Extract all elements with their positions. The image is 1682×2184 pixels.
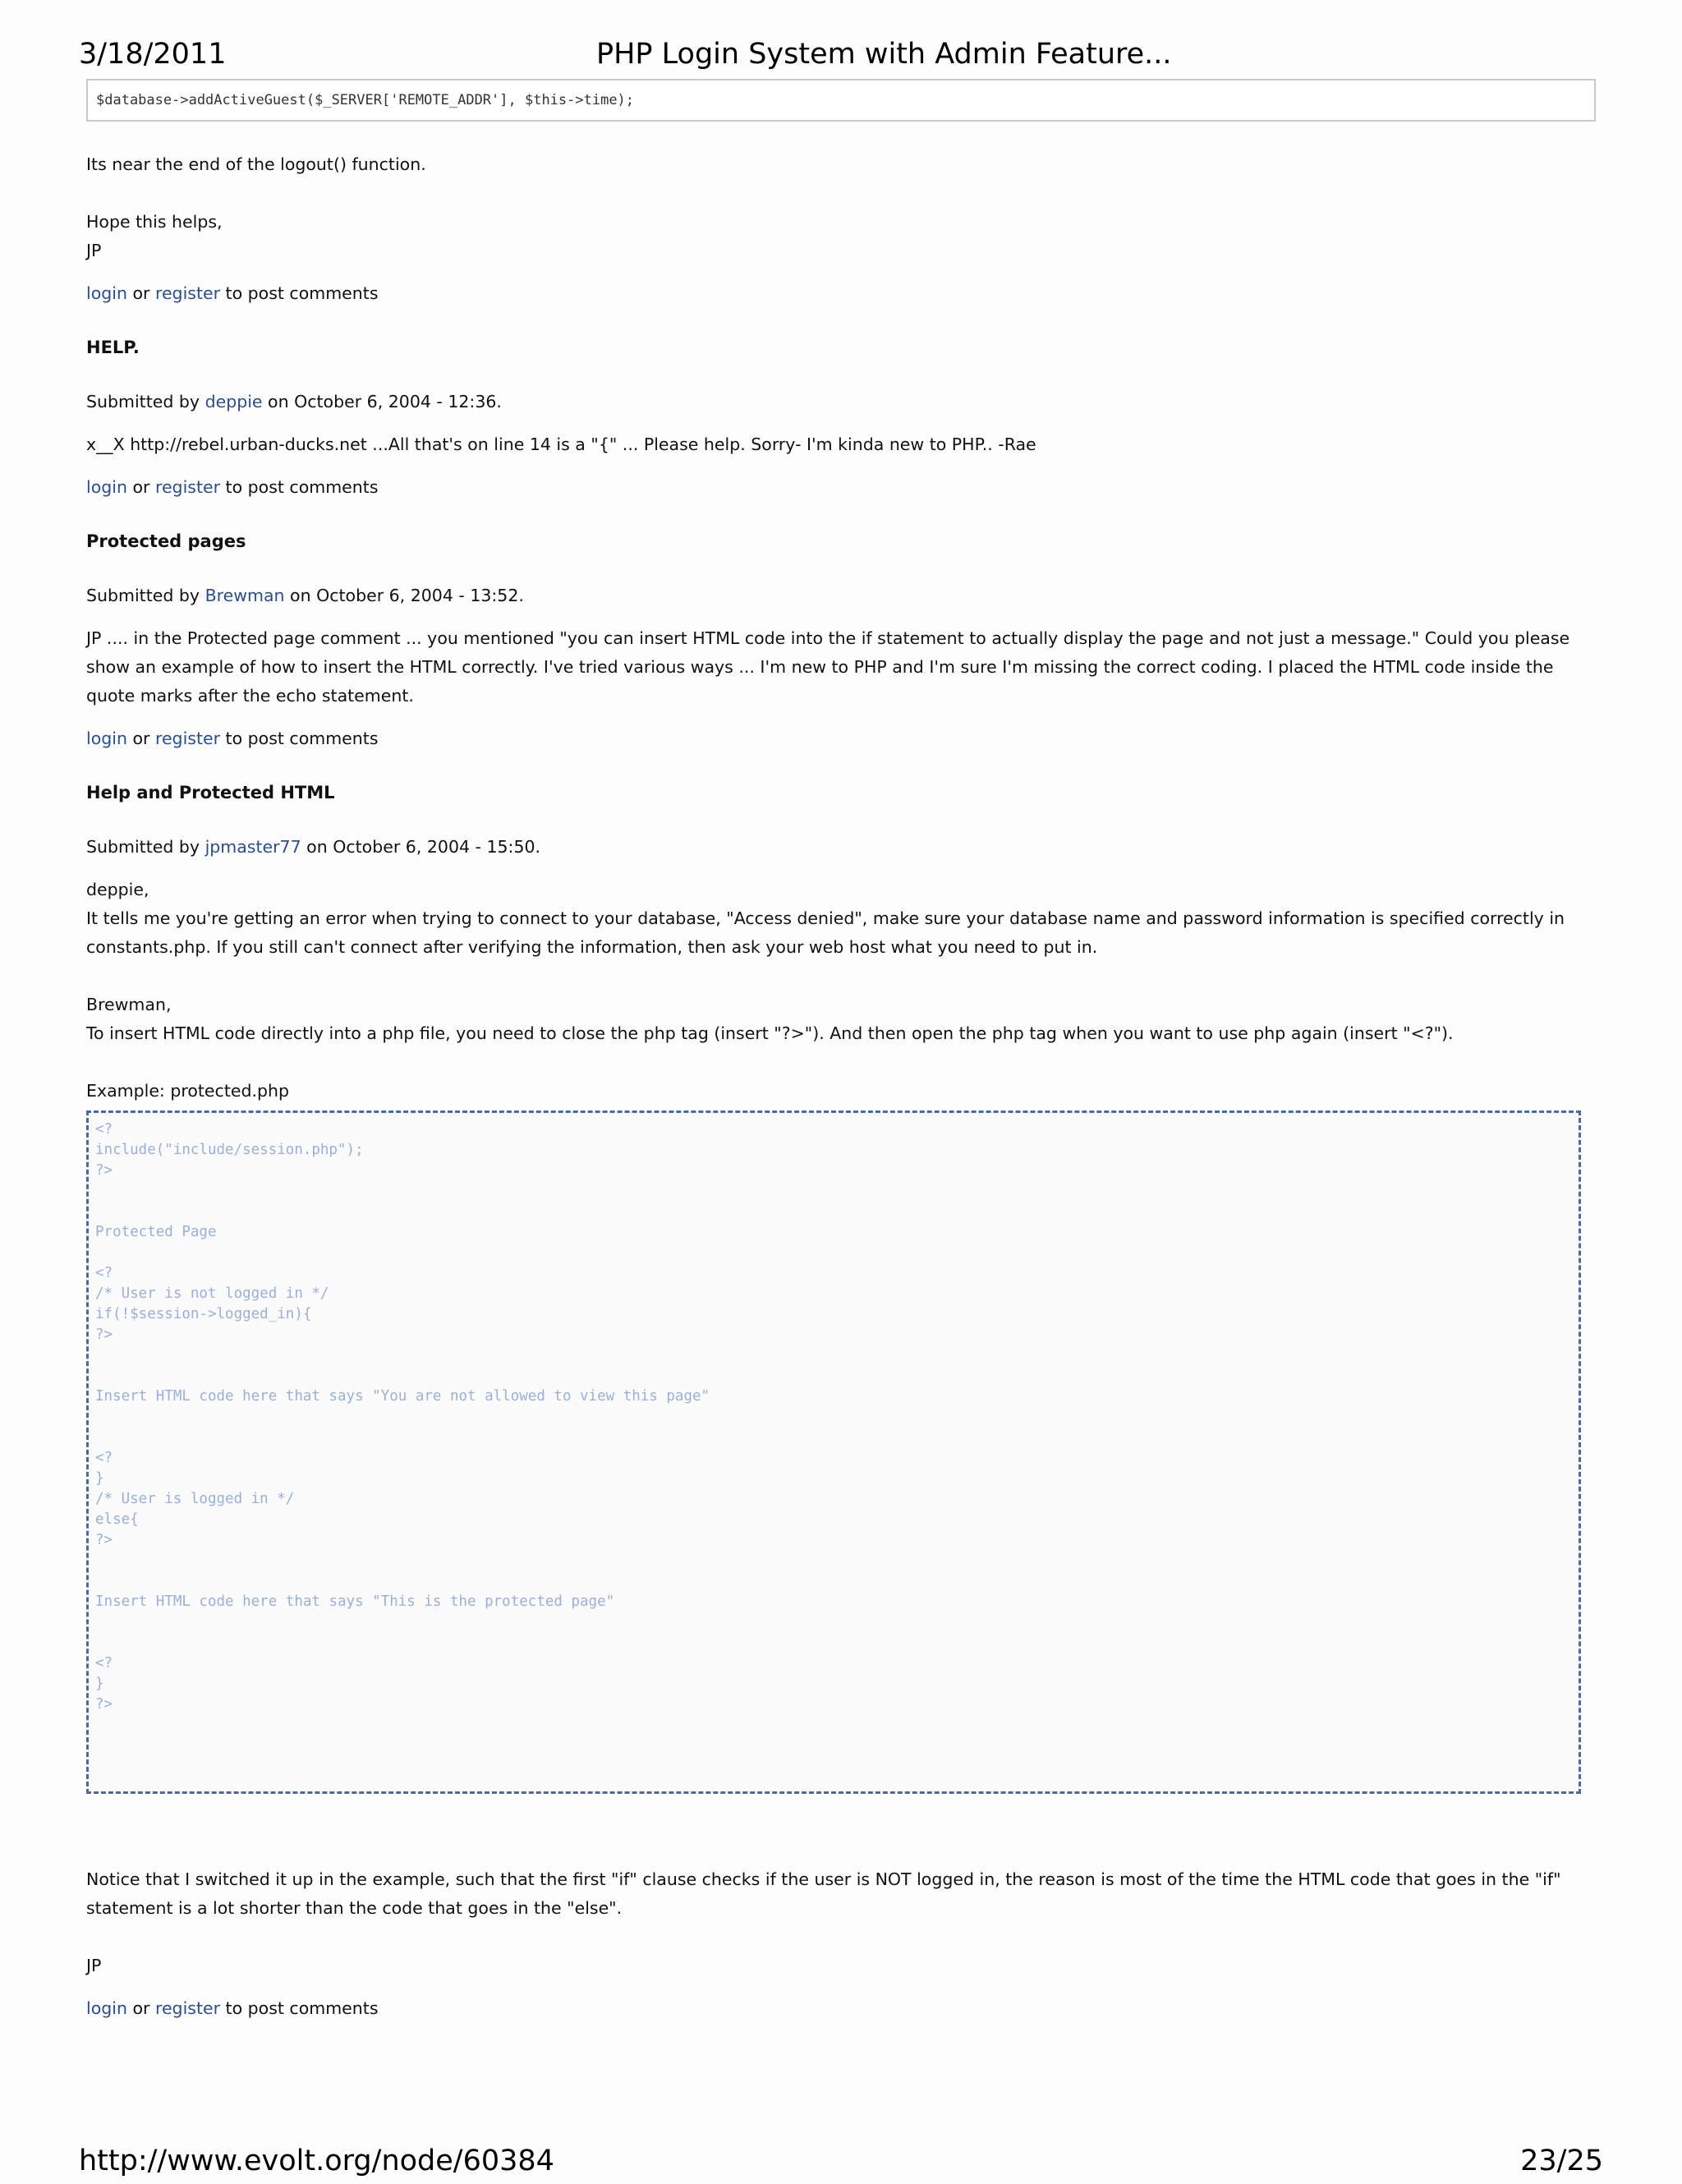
intro-signature: JP [86, 241, 102, 260]
login-link[interactable]: login [86, 477, 127, 497]
comment-links: login or register to post comments [86, 729, 379, 748]
login-link[interactable]: login [86, 283, 127, 303]
comment-body: It tells me you're getting an error when trying to connect to your database, "Access denied", make sure your database name and password information is specified correctly in constants.php. If you still can't connect after verifying the information, then ask your web host what you need to put in. [86, 908, 1565, 957]
print-title: PHP Login System with Admin Feature... [596, 38, 1172, 71]
print-url: http://www.evolt.org/node/60384 [79, 2145, 554, 2177]
intro-line: Hope this helps, [86, 212, 223, 232]
author-link[interactable]: deppie [205, 392, 263, 412]
register-link[interactable]: register [154, 477, 221, 497]
top-code-block: $database->addActiveGuest($_SERVER['REMOTE_ADDR'], $this->time); [86, 79, 1596, 122]
submitted-line: Submitted by Brewman on October 6, 2004 - 13:52. [86, 586, 524, 605]
comment-body: JP .... in the Protected page comment ... you mentioned "you can insert HTML code into the if statement to actually display the page and not just a message." Could you please show an example of how to insert the HTML correctly. I've tried various ways ... I'm new to PHP and I'm sure I'm missing the correct coding. I placed the HTML code inside the quote marks after the echo statement. [86, 628, 1570, 706]
comment-links: login or register to post comments [86, 477, 379, 497]
comment-links: login or register to post comments [86, 283, 379, 303]
author-link[interactable]: Brewman [205, 586, 285, 605]
page-number: 23/25 [1520, 2145, 1603, 2177]
comment-title: Help and Protected HTML [86, 783, 335, 802]
submitted-line: Submitted by deppie on October 6, 2004 - 12:36. [86, 392, 502, 412]
author-link[interactable]: jpmaster77 [205, 837, 301, 857]
comment-body: Example: protected.php [86, 1081, 290, 1101]
intro-line: Its near the end of the logout() function. [86, 154, 426, 174]
comment-signature: JP [86, 1956, 102, 1975]
comment-body: Notice that I switched it up in the example, such that the first "if" clause checks if the user is NOT logged in, the reason is most of the time the HTML code that goes in the "if" statement is a lot shorter than the code that goes in the "else". [86, 1869, 1561, 1918]
register-link[interactable]: register [154, 729, 221, 748]
register-link[interactable]: register [154, 1998, 221, 2018]
login-link[interactable]: login [86, 729, 127, 748]
comment-body: x__X http://rebel.urban-ducks.net ...All that's on line 14 is a "{" ... Please help. Sorry- I'm kinda new to PHP.. -Rae [86, 435, 1036, 454]
comment-links: login or register to post comments [86, 1998, 379, 2018]
print-header [0, 38, 1682, 77]
comment-title: Protected pages [86, 531, 246, 551]
comment-body: To insert HTML code directly into a php file, you need to close the php tag (insert "?>"). And then open the php tag when you want to use php again (insert "<?"). [86, 1023, 1454, 1043]
print-date: 3/18/2011 [79, 38, 227, 71]
submitted-line: Submitted by jpmaster77 on October 6, 2004 - 15:50. [86, 837, 541, 857]
page-content [86, 79, 1596, 2023]
register-link[interactable]: register [154, 283, 221, 303]
code-example-block: <? include("include/session.php"); ?> Protected Page <? /* User is not logged in */ if(!$session->logged_in){ ?> Insert HTML code here that says "You are not allowed to view this page" <? } /* User is logged in */ else{ ?> Insert HTML code here that says "This is the protected page" <? } ?> [86, 1110, 1581, 1794]
print-footer [0, 2145, 1682, 2184]
comment-body: deppie, [86, 880, 149, 899]
login-link[interactable]: login [86, 1998, 127, 2018]
comment-body: Brewman, [86, 995, 172, 1014]
comment-title: HELP. [86, 338, 140, 357]
